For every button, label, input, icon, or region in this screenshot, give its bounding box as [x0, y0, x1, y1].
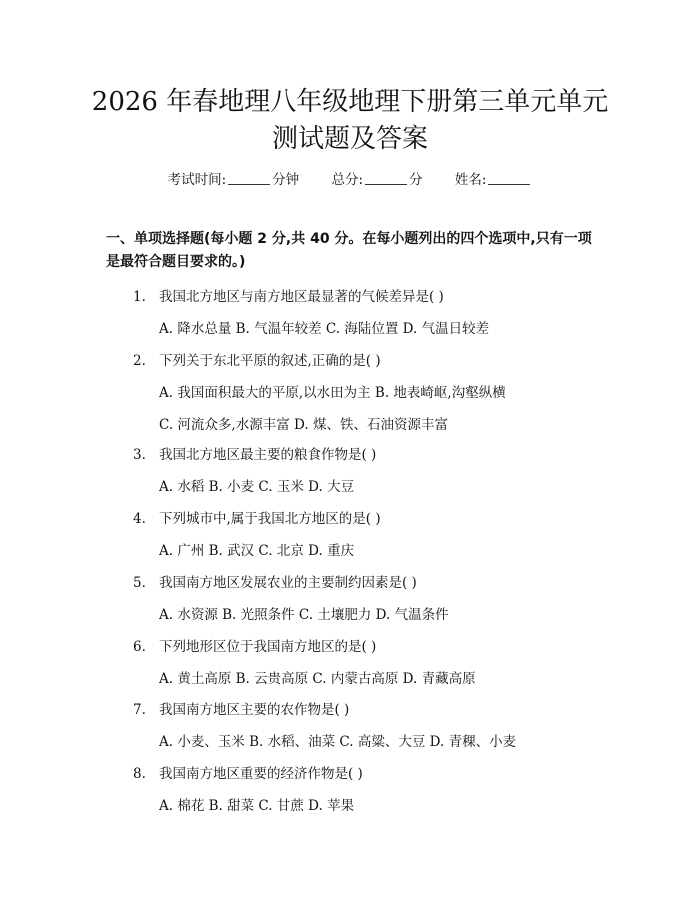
- question-7-options: A. 小麦、玉米 B. 水稻、油菜 C. 高粱、大豆 D. 青稞、小麦: [159, 734, 517, 750]
- question-number: 8.: [133, 766, 146, 782]
- name-blank: [488, 172, 530, 185]
- exam-name: 姓名:: [455, 172, 533, 188]
- time-blank: [228, 172, 270, 185]
- question-2: [133, 349, 381, 369]
- question-6: [133, 635, 376, 655]
- question-text: 我国南方地区重要的经济作物是( ): [159, 766, 363, 782]
- score-blank: [365, 172, 407, 185]
- question-5-options: A. 水资源 B. 光照条件 C. 土壤肥力 D. 气温条件: [159, 607, 449, 623]
- question-1: [133, 285, 444, 305]
- question-6-options: A. 黄土高原 B. 云贵高原 C. 内蒙古高原 D. 青藏高原: [159, 671, 476, 687]
- question-number: 6.: [133, 639, 146, 655]
- exam-score: 总分: 分: [331, 172, 423, 188]
- section-heading: 一、单项选择题(每小题 2 分,共 40 分。在每小题列出的四个选项中,只有一项 是最符合题目要求的。): [106, 231, 592, 270]
- question-text: 下列城市中,属于我国北方地区的是( ): [159, 511, 381, 527]
- question-1-options: A. 降水总量 B. 气温年较差 C. 海陆位置 D. 气温日较差: [159, 321, 490, 337]
- exam-time: 考试时间: 分钟: [167, 172, 300, 188]
- question-number: 2.: [133, 353, 146, 369]
- title-line-2: 测试题及答案: [271, 124, 428, 154]
- question-7: [133, 698, 349, 718]
- question-4-options: A. 广州 B. 武汉 C. 北京 D. 重庆: [159, 543, 355, 559]
- question-text: 我国北方地区最主要的粮食作物是( ): [159, 447, 377, 463]
- question-text: 我国南方地区主要的农作物是( ): [159, 702, 350, 718]
- question-text: 下列地形区位于我国南方地区的是( ): [159, 639, 377, 655]
- question-8: [133, 762, 363, 782]
- question-number: 3.: [133, 447, 146, 463]
- page-title: [60, 84, 640, 158]
- exam-meta: [0, 168, 700, 188]
- question-text: 我国北方地区与南方地区最显著的气候差异是( ): [159, 289, 444, 305]
- question-text: 下列关于东北平原的叙述,正确的是( ): [159, 353, 381, 369]
- question-2-options: C. 河流众多,水源丰富 D. 煤、铁、石油资源丰富: [159, 417, 448, 433]
- question-8-options: A. 棉花 B. 甜菜 C. 甘蔗 D. 苹果: [159, 798, 355, 814]
- question-number: 4.: [133, 511, 146, 527]
- question-number: 5.: [133, 575, 146, 591]
- question-5: [133, 571, 417, 591]
- title-line-1: 2026 年春地理八年级地理下册第三单元单元: [91, 87, 609, 117]
- question-3: [133, 443, 376, 463]
- question-text: 我国南方地区发展农业的主要制约因素是( ): [159, 575, 417, 591]
- question-number: 7.: [133, 702, 146, 718]
- question-number: 1.: [133, 289, 146, 305]
- question-2-options: A. 我国面积最大的平原,以水田为主 B. 地表崎岖,沟壑纵横: [159, 385, 506, 401]
- question-3-options: A. 水稻 B. 小麦 C. 玉米 D. 大豆: [159, 479, 355, 495]
- question-4: [133, 507, 381, 527]
